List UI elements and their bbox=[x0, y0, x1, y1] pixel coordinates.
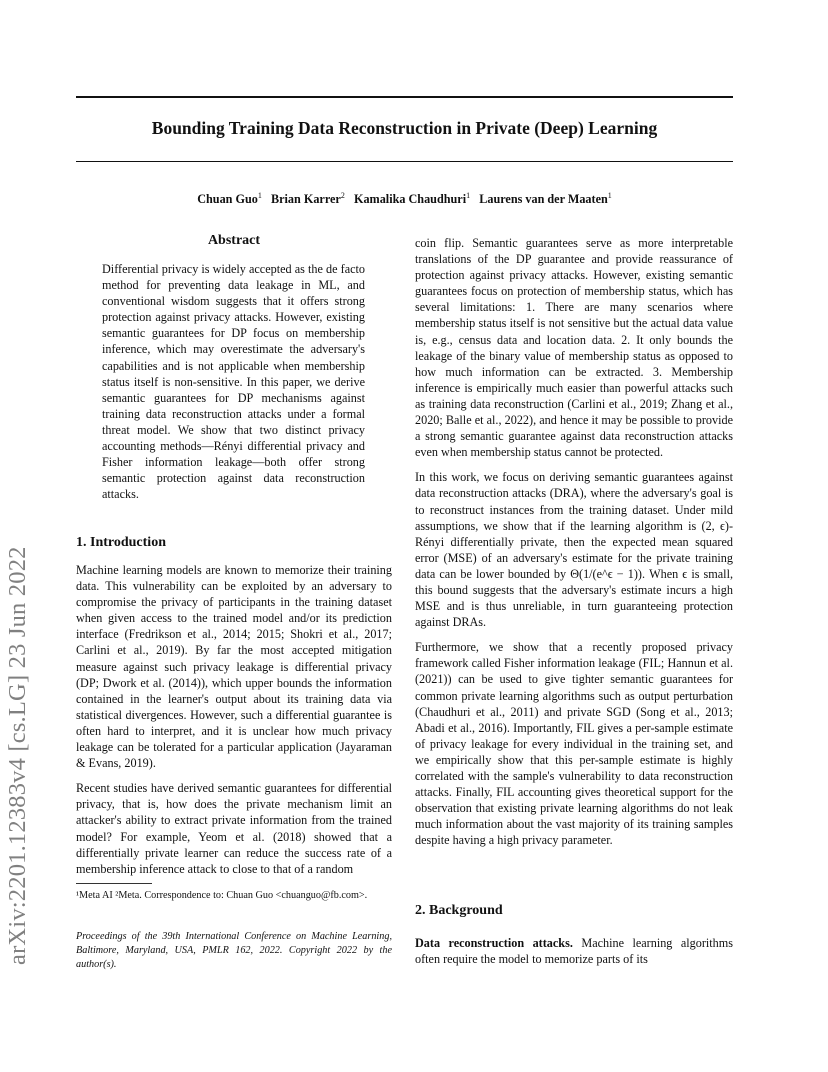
title-top-rule bbox=[76, 96, 733, 98]
footnote: ¹Meta AI ²Meta. Correspondence to: Chuan Guo <chuanguo@fb.com>. bbox=[76, 890, 368, 901]
section-heading-background: 2. Background bbox=[415, 903, 503, 918]
runin-heading: Data reconstruction attacks. bbox=[415, 936, 573, 950]
left-column bbox=[76, 562, 392, 886]
paper-title: Bounding Training Data Reconstruction in Private (Deep) Learning bbox=[151, 118, 658, 138]
author-name: Laurens van der Maaten bbox=[479, 192, 608, 207]
proceedings-note: Proceedings of the 39th International Conference on Machine Learning, Baltimore, Maryland, USA, PMLR 162, 2022. Copyright 2022 by the author(s). bbox=[76, 931, 392, 970]
abstract-text: Differential privacy is widely accepted as the de facto method for preventing data leakage in ML, and conventional wisdom suggests that it offers strong protection against privacy attacks. However, existing semantic guarantees for DP focus on membership inference, which may overestimate the adversary's capabilities and is not applicable when membership status itself is non-sensitive. In this paper, we derive semantic guarantees for DP mechanisms against training data reconstruction attacks under a formal threat model. We show that two distinct privacy accounting methods—Rényi differential privacy and Fisher information leakage—both offer strong semantic protection against data reconstruction attacks. bbox=[102, 262, 365, 502]
intro-paragraph: coin flip. Semantic guarantees serve as more interpretable translations of the DP guarantee and provide reassurance of protection against privacy attacks. However, existing semantic guarantees focus on protection of membership status, which has several limitations: 1. There are many scenarios where membership status itself is not sensitive but the actual data value is, e.g., census data and location data. 2. It only bounds the leakage of the binary value of membership status as opposed to how much information can be extracted. 3. Membership inference is empirically much easier than powerful attacks such as training data reconstruction (Carlini et al., 2019; Zhang et al., 2020; Balle et al., 2022), and hence it may be possible to provide a strong semantic guarantee against data reconstruction attacks even when membership status cannot be protected. bbox=[415, 236, 733, 460]
right-column bbox=[415, 235, 733, 857]
intro-paragraph: Furthermore, we show that a recently proposed privacy framework called Fisher information leakage (FIL; Hannun et al. (2021)) can be used to give tighter semantic guarantees for common private learning algorithms such as output perturbation (Chaudhuri et al., 2011) and private SGD (Song et al., 2013; Abadi et al., 2016). Importantly, FIL gives a per-sample estimate of privacy leakage for every individual in the training set, and we empirically show that this per-sample estimate is highly correlated with the sample's vulnerability to data reconstruction attacks. Finally, FIL accounting gives theoretical support for the observation that existing private learning algorithms do not leak much information about the vast majority of its training samples despite having a high privacy parameter. bbox=[415, 640, 733, 848]
background-text: Machine learning algorithms often require the model to memorize parts of its bbox=[415, 936, 734, 967]
author-list: Chuan Guo$^1$ Brian Karrer$^2$ Kamalika Chaudhuri$^1$ Laurens van der Maaten$^1$ bbox=[197, 191, 612, 207]
intro-paragraph: Recent studies have derived semantic guarantees for differential privacy, that is, how does the private mechanism limit an attacker's ability to extract private information from the trained model? For example, Yeom et al. (2018) showed that a differentially private learner can reduce the success rate of a membership inference attack to close to that of a random bbox=[76, 781, 392, 876]
author-name: Chuan Guo bbox=[197, 192, 258, 207]
author-name: Kamalika Chaudhuri bbox=[353, 192, 467, 207]
section-heading-introduction: 1. Introduction bbox=[76, 535, 166, 550]
title-bottom-rule bbox=[76, 161, 733, 162]
abstract-heading: Abstract bbox=[207, 233, 261, 248]
author-name: Brian Karrer bbox=[271, 192, 341, 207]
intro-paragraph: Machine learning models are known to memorize their training data. This vulnerability can be exploited by an adversary to compromise the privacy of participants in the training dataset when given access to the trained model and/or its prediction interface (Fredrikson et al., 2014; 2015; Shokri et al., 2017; Carlini et al., 2019). By far the most accepted mitigation measure against such privacy leakage is differential privacy (DP; Dwork et al. (2014)), which upper bounds the information contained in the learner's output about its training data via statistical divergences. However, such a differential guarantee is often hard to interpret, and it is unclear how much privacy leakage can be tolerated for a particular application (Jayaraman & Evans, 2019). bbox=[76, 563, 392, 771]
background-paragraph bbox=[415, 935, 733, 967]
arxiv-stamp-text: arXiv:2201.12383v4 [cs.LG] 23 Jun 2022 bbox=[4, 546, 31, 965]
intro-paragraph: In this work, we focus on deriving semantic guarantees against data reconstruction attacks (DRA), where the adversary's goal is to reconstruct instances from the training dataset. Under mild assumptions, we show that if the learning algorithm is (2, ϵ)-Rényi differentially private, then the expected mean squared error (MSE) of an adversary's estimate for the private training data can be lower bounded by Θ(1/(e^ϵ − 1)). When ϵ is small, this bound suggests that the adversary's estimate incurs a high MSE and is thus unreliable, in turn guaranteeing protection against DRAs. bbox=[415, 470, 733, 630]
footnote-rule bbox=[76, 883, 152, 884]
